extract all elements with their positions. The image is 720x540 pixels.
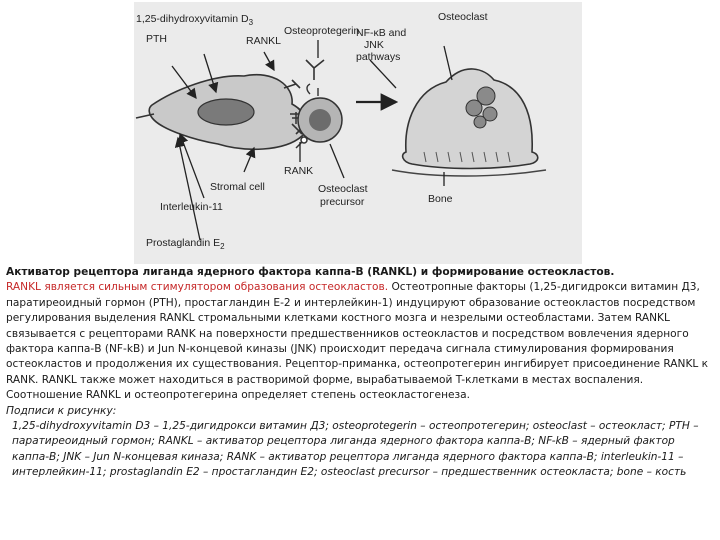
label-rankl: RANKL (246, 35, 282, 47)
label-nfkb-jnk-3: pathways (356, 51, 401, 63)
label-prostaglandin: Prostaglandin $E_2$ (146, 237, 225, 251)
label-precursor-2: precursor (320, 196, 365, 208)
caption-red-sentence: RANKL является сильным стимулятором образования остеокластов. (6, 281, 389, 294)
caption-title: Активатор рецептора лиганда ядерного фактора каппа-B (RANKL) и формирование остеокластов. (6, 266, 615, 278)
figure-caption (6, 265, 714, 481)
label-nfkb-jnk-2: JNK (364, 39, 384, 51)
label-rank: RANK (284, 165, 314, 177)
osteoclast-cell-shape (403, 69, 538, 169)
caption-body (6, 280, 714, 403)
stromal-cell-nucleus (198, 99, 254, 125)
label-interleukin: Interleukin-11 (160, 201, 223, 213)
label-osteoclast: Osteoclast (438, 11, 488, 23)
label-stromal-cell: Stromal cell (210, 181, 265, 193)
figure-drawing (134, 2, 582, 264)
label-osteoprotegerin: Osteoprotegerin (284, 25, 360, 37)
label-pth: PTH (146, 33, 167, 45)
rankl-figure (134, 2, 582, 264)
caption-body-text: Остеотропные факторы (1,25-дигидрокси витамин Д3, паратиреоидный гормон (PTH), простагландин E-2 и интерлейкин-1) индуцируют образование остеокластов посредством регулирования выделения RANKL стромальными клетками костного мозга и незрелыми остеобластами. Затем RANKL связывается с рецепторами RANK на поверхности предшественников остеокластов и посредством вовлечения ядерного фактора каппа-B (NF-kB) и Jun N-концевой киназы (JNK) происходит передача сигнала стимулирования формирования остеокластов и продолжения их существования. Рецептор-приманка, остеопротегерин ингибирует присоединение RANKL к RANK. RANKL также может находиться в растворимой форме, вырабатываемой T-клетками в местах воспаления. Соотношение RANKL и остеопротегерина определяет степень остеокластогенеза. (6, 281, 709, 402)
legend-text: 1,25-dihydroxyvitamin D3 – 1,25-дигидрокси витамин Д3; osteoprotegerin – остеопротегерин; osteoclast – остеокласт; PTH – паратиреоидный гормон; RANKL – активатор рецептора лиганда ядерного фактора каппа-B; NF-kB – ядерный фактор каппа-B; JNK – Jun N-концевая киназа; RANK – активатор рецептора лиганда ядерного фактора каппа-B; interleukin-11 – интерлейкин-11; prostaglandin E2 – простагландин E2; osteoclast precursor – предшественник остеокласта; bone – кость (12, 420, 699, 479)
bone-surface (392, 170, 546, 176)
legend-heading: Подписи к рисунку: (6, 404, 117, 417)
label-bone: Bone (428, 193, 453, 205)
label-vitamin-d3: 1,25-dihydroxyvitamin $D_3$ (136, 13, 254, 27)
osteoclast-precursor-cell (298, 84, 342, 142)
label-precursor-1: Osteoclast (318, 183, 368, 195)
label-nfkb-jnk-1: NF-κB and (356, 27, 407, 39)
